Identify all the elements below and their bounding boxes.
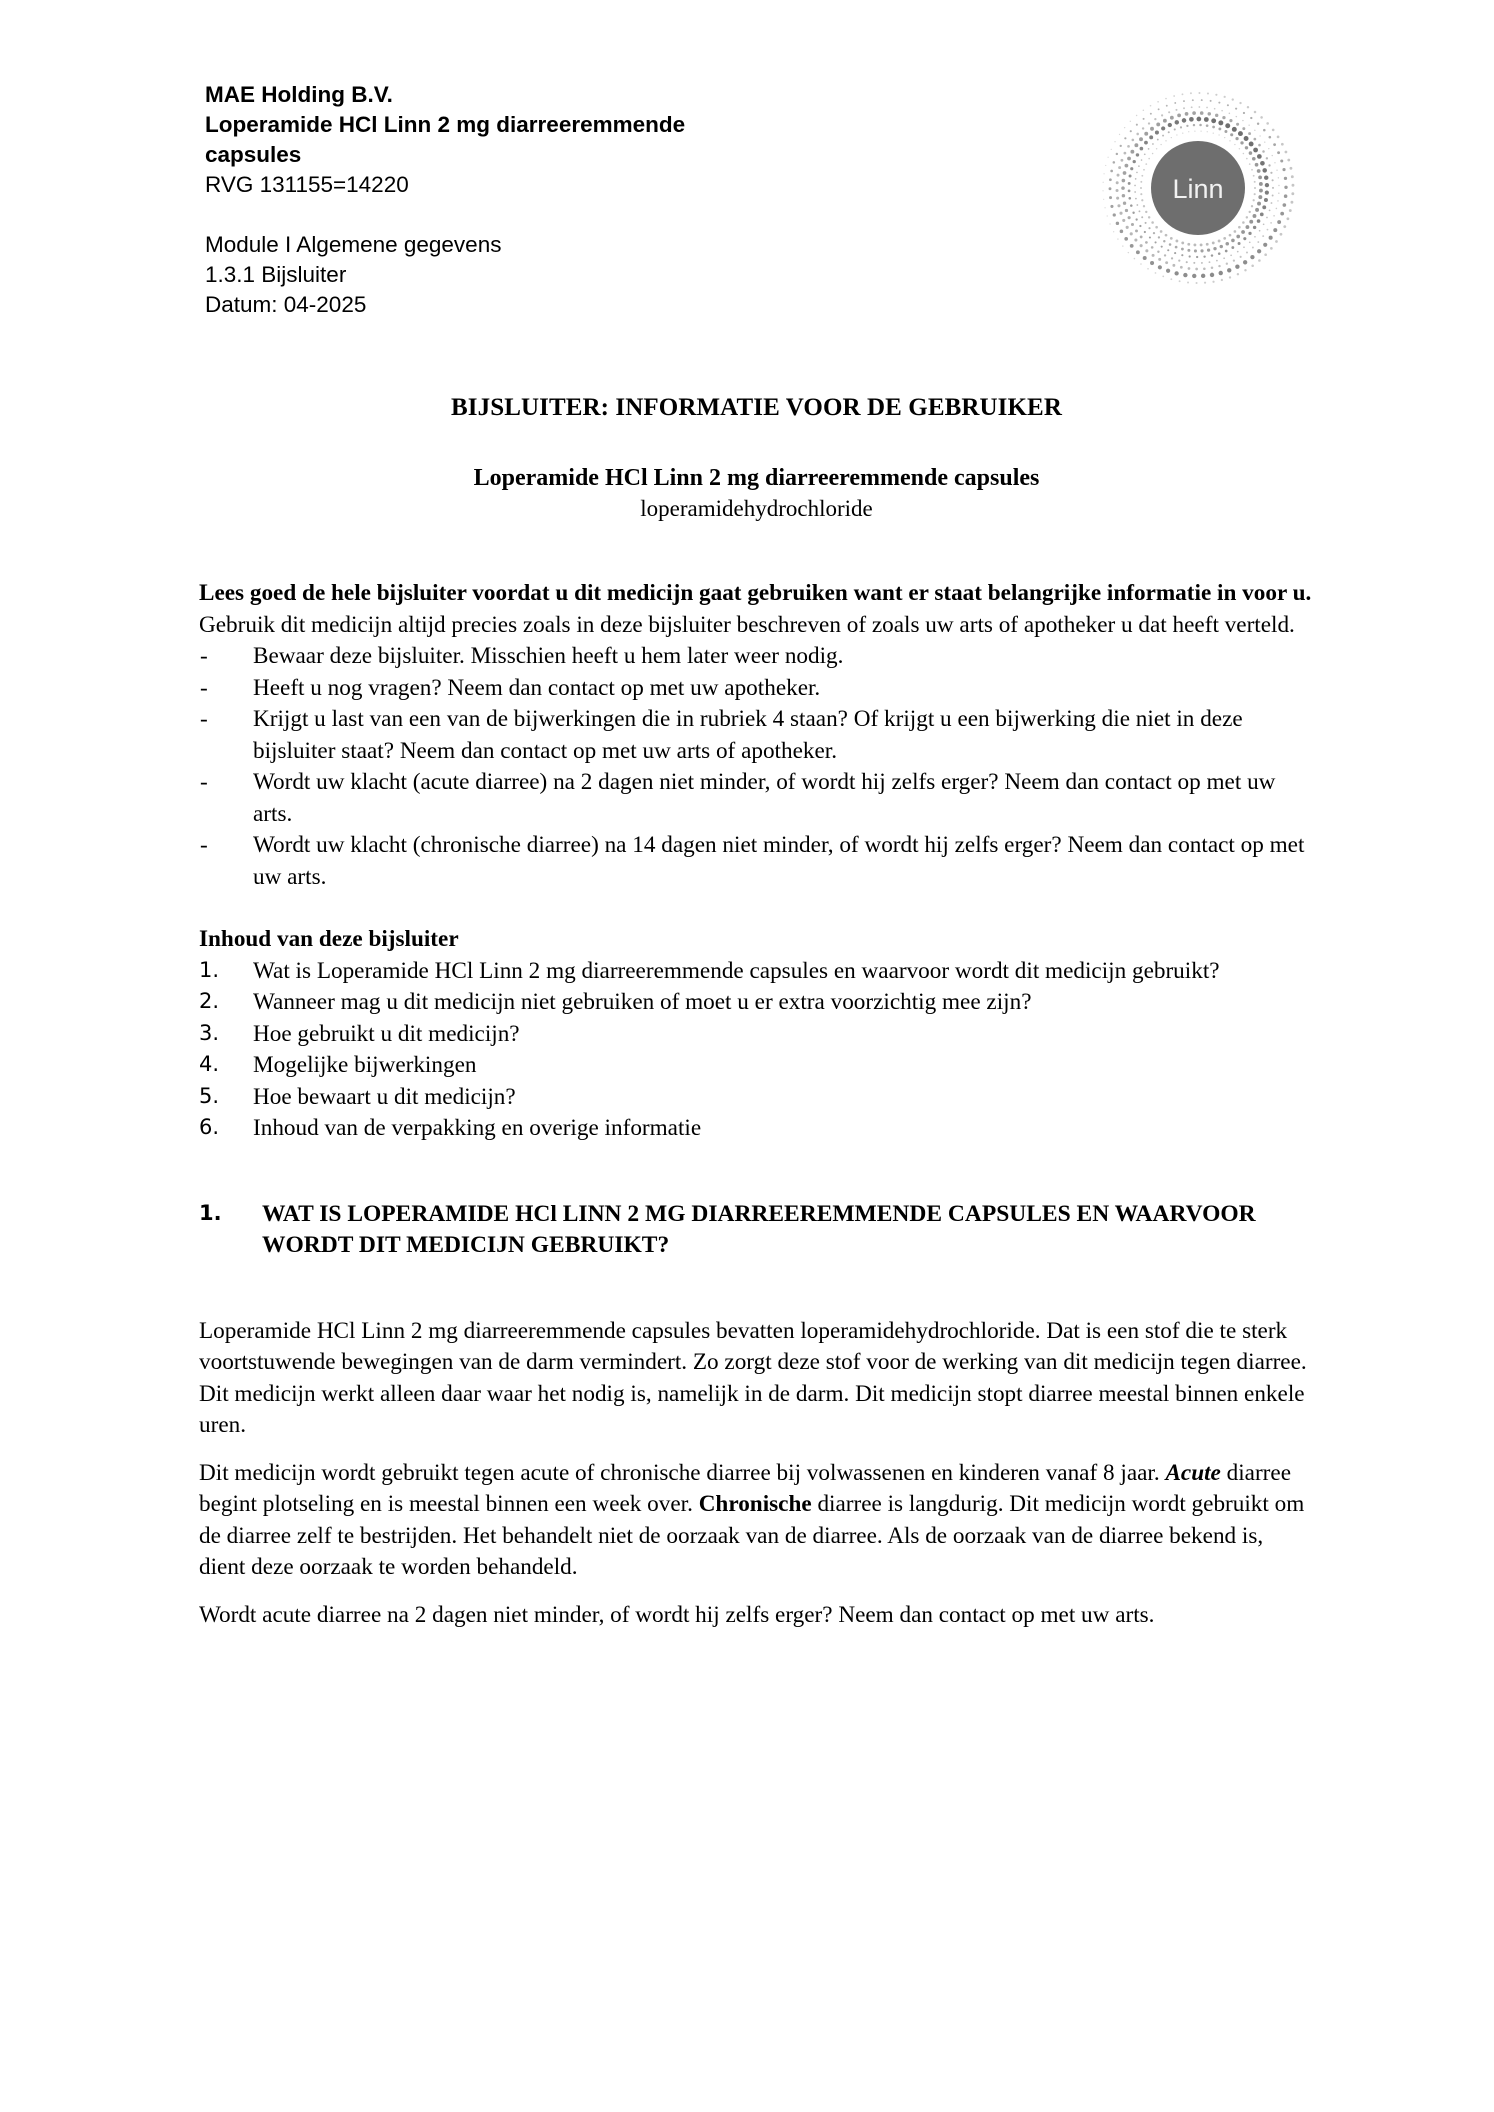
list-item (199, 1019, 1314, 1051)
bullet-dash-icon: - (200, 643, 208, 669)
section-1-heading (199, 1199, 1314, 1262)
header-company: MAE Holding B.V. (205, 82, 393, 107)
para2-part-a: Dit medicijn wordt gebruikt tegen acute of chronische diarree bij volwassenen en kinderen vanaf 8 jaar. (199, 1459, 1166, 1486)
list-item (199, 767, 1314, 830)
bullet-dash-icon: - (200, 706, 208, 732)
list-item-label: Hoe bewaart u dit medicijn? (253, 1083, 516, 1110)
header-section-number: 1.3.1 Bijsluiter (205, 262, 347, 287)
leaflet-title: BIJSLUITER: INFORMATIE VOOR DE GEBRUIKER (450, 394, 1062, 421)
list-item-label: Wordt uw klacht (acute diarree) na 2 dagen niet minder, of wordt hij zelfs erger? Neem dan contact op met uw arts. (253, 769, 1276, 827)
list-item-label: Heeft u nog vragen? Neem dan contact op met uw apotheker. (253, 674, 821, 701)
list-item (199, 830, 1314, 893)
linn-logo (1098, 88, 1298, 288)
section-heading-label: WAT IS LOPERAMIDE HCl LINN 2 MG DIARREEREMMENDE CAPSULES EN WAARVOOR WORDT DIT MEDICIJN GEBRUIKT? (262, 1200, 1256, 1258)
list-item (199, 956, 1314, 988)
list-item (199, 641, 1314, 673)
bullet-dash-icon: - (200, 832, 208, 858)
list-item (199, 987, 1314, 1019)
section-1-paragraph-2 (199, 1458, 1314, 1584)
list-item-label: Bewaar deze bijsluiter. Misschien heeft u hem later weer nodig. (253, 643, 844, 669)
list-item-label: Mogelijke bijwerkingen (253, 1052, 477, 1078)
list-item-number: 5. (199, 1083, 220, 1108)
linn-logo-icon (1098, 88, 1298, 288)
header-rvg-number: RVG 131155=14220 (205, 172, 409, 197)
list-item-label: Wordt uw klacht (chronische diarree) na 14 dagen niet minder, of wordt hij zelfs erger? Neem dan contact op met uw arts. (253, 832, 1305, 890)
list-item-label: Wanneer mag u dit medicijn niet gebruiken of moet u er extra voorzichtig mee zijn? (253, 989, 1032, 1015)
logo-core-label: Linn (1172, 174, 1224, 204)
toc-heading: Inhoud van deze bijsluiter (199, 926, 459, 952)
list-item (199, 704, 1314, 767)
intro-bold-heading: Lees goed de hele bijsluiter voordat u dit medicijn gaat gebruiken want er staat belangrijke informatie in voor u. (199, 580, 1312, 606)
bullet-dash-icon: - (200, 769, 208, 795)
document-content (199, 392, 1314, 1631)
para2-part-b: diarree begint plotseling en is meestal binnen een week over. (199, 1459, 1291, 1517)
header-module: Module I Algemene gegevens (205, 232, 502, 257)
list-item-number: 1. (199, 957, 220, 982)
para2-emphasis-chronische: Chronische (698, 1491, 812, 1517)
list-item-label: Hoe gebruikt u dit medicijn? (253, 1020, 520, 1047)
list-item (199, 1050, 1314, 1082)
intro-paragraph: Gebruik dit medicijn altijd precies zoals in deze bijsluiter beschreven of zoals uw arts of apotheker u dat heeft verteld. (199, 611, 1295, 638)
para2-part-c: diarree is langdurig. Dit medicijn wordt gebruikt om de diarree zelf te bestrijden. Het behandelt niet de oorzaak van de diarree. Als de oorzaak van de diarree bekend is, dient deze oorzaak te worden behandeld. (199, 1491, 1305, 1580)
list-item (199, 1113, 1314, 1145)
list-item-number: 6. (199, 1115, 220, 1139)
toc-list (199, 956, 1314, 1145)
leaflet-generic-name: loperamidehydrochloride (640, 496, 873, 521)
para2-emphasis-acute: Acute (1165, 1459, 1221, 1486)
intro-bullet-list (199, 641, 1314, 893)
list-item-number: 4. (199, 1052, 220, 1076)
header-date: Datum: 04-2025 (205, 292, 367, 317)
leaflet-product-title: Loperamide HCl Linn 2 mg diarreeremmende capsules (473, 465, 1040, 491)
section-number: 1. (199, 1200, 222, 1225)
section-1-paragraph-3: Wordt acute diarree na 2 dagen niet minder, of wordt hij zelfs erger? Neem dan contact op met uw arts. (199, 1601, 1155, 1628)
list-item (199, 1082, 1314, 1114)
list-item-number: 2. (199, 989, 220, 1013)
list-item-label: Inhoud van de verpakking en overige informatie (253, 1115, 702, 1141)
document-header (205, 80, 1055, 320)
bullet-dash-icon: - (200, 674, 208, 701)
header-product-line-1: Loperamide HCl Linn 2 mg diarreeremmende (205, 112, 686, 137)
list-item-label: Krijgt u last van een van de bijwerkingen die in rubriek 4 staan? Of krijgt u een bijwerking die niet in deze bijsluiter staat? Neem dan contact op met uw arts of apotheker. (253, 706, 1243, 764)
list-item-number: 3. (199, 1020, 220, 1045)
list-item (199, 673, 1314, 705)
list-item-label: Wat is Loperamide HCl Linn 2 mg diarreeremmende capsules en waarvoor wordt dit medicijn gebruikt? (253, 957, 1220, 984)
section-1-paragraph-1: Loperamide HCl Linn 2 mg diarreeremmende capsules bevatten loperamidehydrochloride. Dat is een stof die te sterk voortstuwende bewegingen van de darm vermindert. Zo zorgt deze stof voor de werking van dit medicijn tegen diarree. Dit medicijn werkt alleen daar waar het nodig is, namelijk in de darm. Dit medicijn stopt diarree meestal binnen enkele uren. (199, 1317, 1307, 1438)
header-product-line-2: capsules (205, 142, 302, 167)
